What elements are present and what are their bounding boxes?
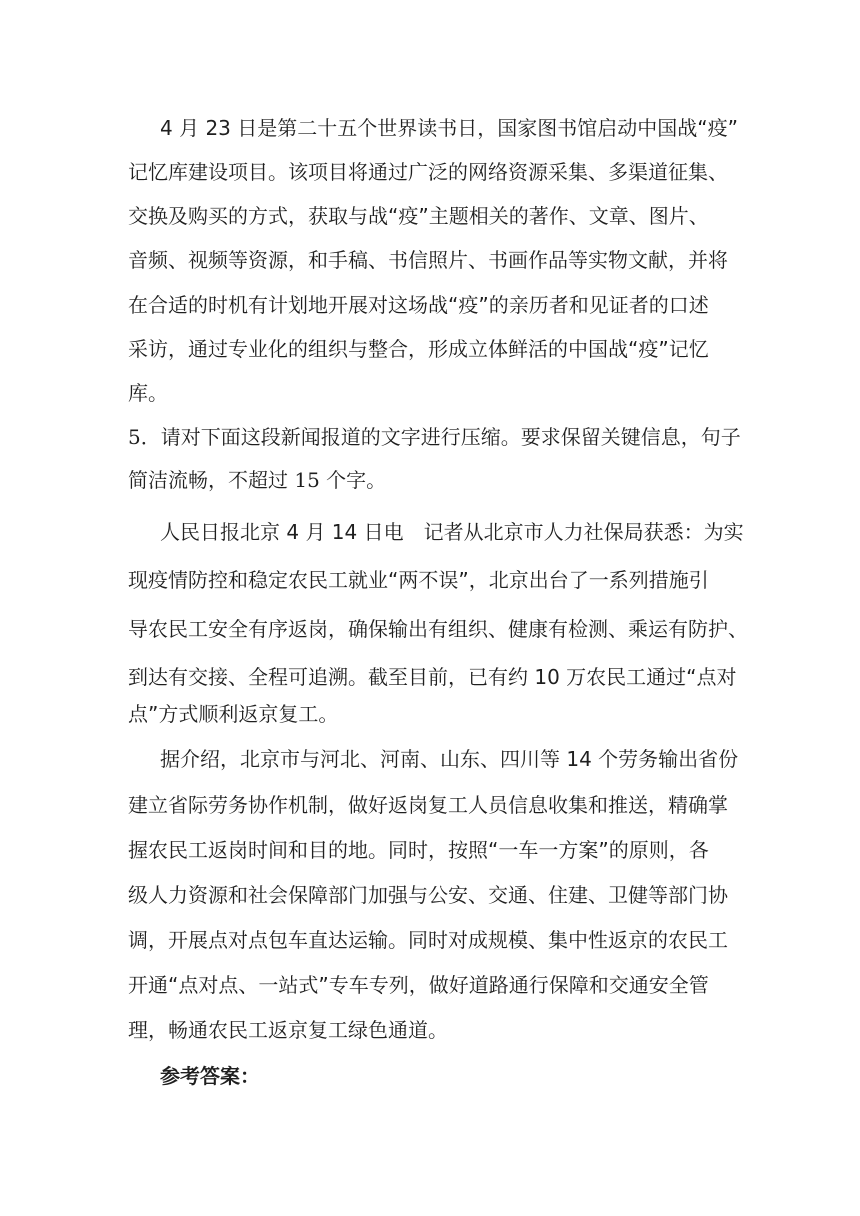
paragraph-2-line-1: 人民日报北京 4 月 14 日电 记者从北京市人力社保局获悉：为实 bbox=[160, 520, 744, 544]
paragraph-2-line-2: 现疫情防控和稳定农民工就业“两不误”，北京出台了一系列措施引 bbox=[128, 568, 709, 592]
paragraph-2-line-4: 到达有交接、全程可追溯。截至目前，已有约 10 万农民工通过“点对 bbox=[128, 665, 737, 689]
paragraph-1-line-1: 4 月 23 日是第二十五个世界读书日，国家图书馆启动中国战“疫” bbox=[160, 116, 738, 140]
paragraph-3-line-3: 握农民工返岗时间和目的地。同时，按照“一车一方案”的原则，各 bbox=[128, 838, 709, 862]
paragraph-2-line-5: 点”方式顺利返京复工。 bbox=[128, 702, 339, 726]
paragraph-3-line-6: 开通“点对点、一站式”专车专列，做好道路通行保障和交通安全管 bbox=[128, 973, 709, 997]
paragraph-1-line-5: 在合适的时机有计划地开展对这场战“疫”的亲历者和见证者的口述 bbox=[128, 293, 709, 317]
paragraph-1-line-4: 音频、视频等资源，和手稿、书信照片、书画作品等实物文献，并将 bbox=[128, 248, 728, 272]
paragraph-2-line-3: 导农民工安全有序返岗，确保输出有组织、健康有检测、乘运有防护、 bbox=[128, 617, 748, 641]
paragraph-1-line-6: 采访，通过专业化的组织与整合，形成立体鲜活的中国战“疫”记忆 bbox=[128, 337, 709, 361]
answer-label: 参考答案： bbox=[160, 1064, 260, 1088]
paragraph-3-line-7: 理，畅通农民工返京复工绿色通道。 bbox=[128, 1018, 448, 1042]
question-5-line-1: 5．请对下面这段新闻报道的文字进行压缩。要求保留关键信息，句子 bbox=[128, 425, 741, 449]
paragraph-3-line-4: 级人力资源和社会保障部门加强与公安、交通、住建、卫健等部门协 bbox=[128, 883, 728, 907]
paragraph-1-line-2: 记忆库建设项目。该项目将通过广泛的网络资源采集、多渠道征集、 bbox=[128, 160, 728, 184]
paragraph-3-line-5: 调，开展点对点包车直达运输。同时对成规模、集中性返京的农民工 bbox=[128, 928, 728, 952]
paragraph-1-line-3: 交换及购买的方式，获取与战“疫”主题相关的著作、文章、图片、 bbox=[128, 204, 709, 228]
question-5-line-2: 简洁流畅，不超过 15 个字。 bbox=[128, 468, 387, 492]
paragraph-3-line-1: 据介绍，北京市与河北、河南、山东、四川等 14 个劳务输出省份 bbox=[160, 747, 739, 771]
paragraph-3-line-2: 建立省际劳务协作机制，做好返岗复工人员信息收集和推送，精确掌 bbox=[128, 793, 728, 817]
paragraph-1-line-7: 库。 bbox=[128, 381, 168, 405]
